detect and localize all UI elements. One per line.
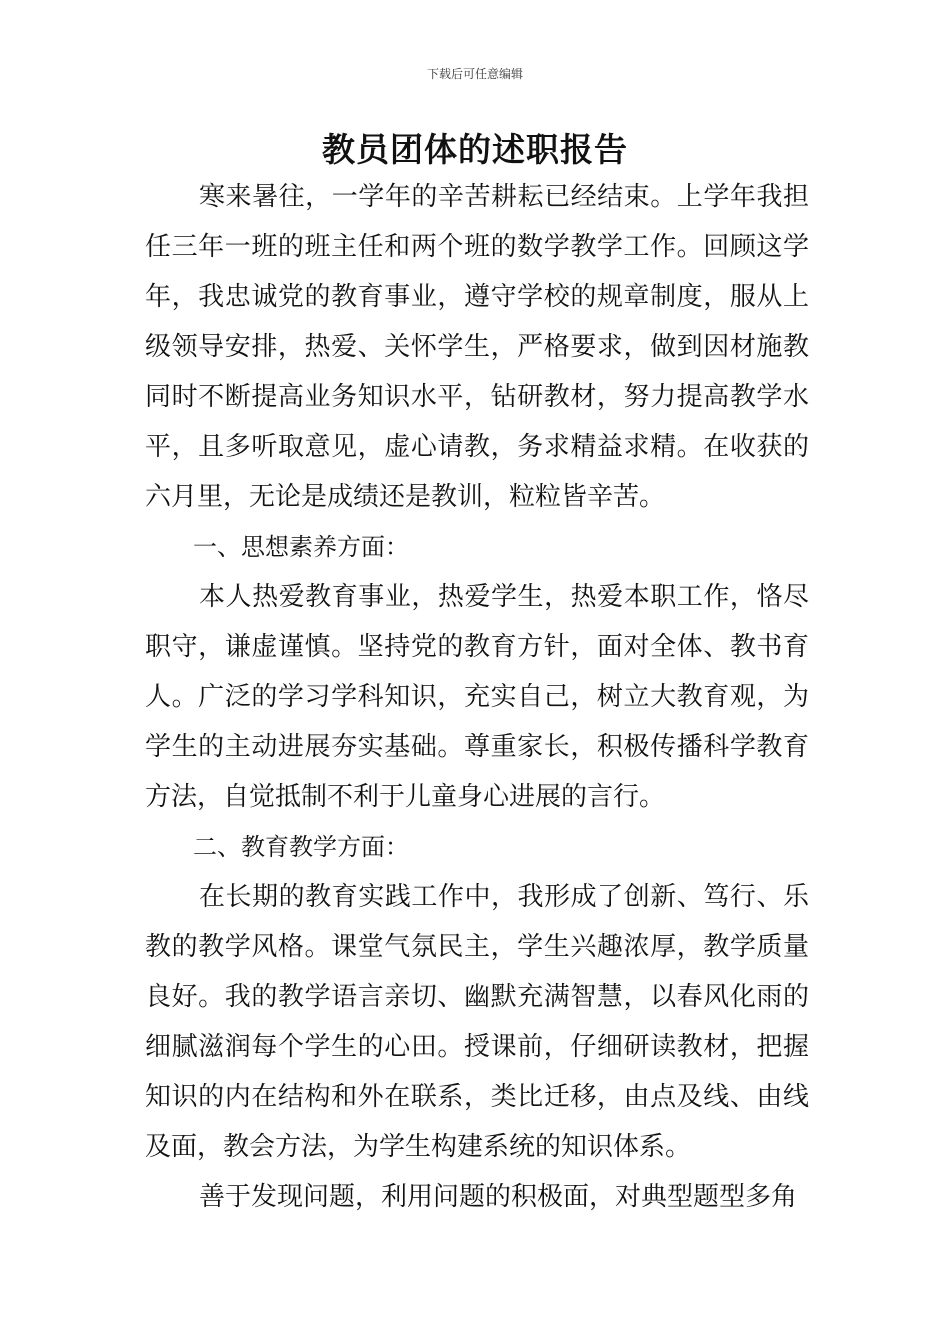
document-body xyxy=(145,172,809,1222)
ideology-paragraph: 本人热爱教育事业，热爱学生，热爱本职工作，恪尽职守，谦虚谨慎。坚持党的教育方针，面对全体、教书育人。广泛的学习学科知识，充实自己，树立大教育观，为学生的主动进展夯实基础。尊重家长，积极传播科学教育方法，自觉抵制不利于儿童身心进展的言行。 xyxy=(145,582,809,812)
intro-paragraph: 寒来暑往，一学年的辛苦耕耘已经结束。上学年我担任三年一班的班主任和两个班的数学教学工作。回顾这学年，我忠诚党的教育事业，遵守学校的规章制度，服从上级领导安排，热爱、关怀学生，严格要求，做到因材施教同时不断提高业务知识水平，钻研教材，努力提高教学水平，且多听取意见，虚心请教，务求精益求精。在收获的六月里，无论是成绩还是教训，粒粒皆辛苦。 xyxy=(145,182,809,512)
document-title: 教员团体的述职报告 xyxy=(322,130,628,169)
page-header-note: 下载后可任意编辑 xyxy=(426,67,523,81)
teaching-paragraph: 在长期的教育实践工作中，我形成了创新、笃行、乐教的教学风格。课堂气氛民主，学生兴趣浓厚，教学质量良好。我的教学语言亲切、幽默充满智慧，以春风化雨的细腻滋润每个学生的心田。授课前，仔细研读教材，把握知识的内在结构和外在联系，类比迁移，由点及线、由线及面，教会方法，为学生构建系统的知识体系。 xyxy=(145,882,809,1162)
section-heading-teaching: 二、教育教学方面： xyxy=(193,833,409,861)
section-heading-ideology: 一、思想素养方面： xyxy=(193,533,409,561)
problem-solving-paragraph: 善于发现问题，利用问题的积极面，对典型题型多角 xyxy=(199,1182,798,1212)
